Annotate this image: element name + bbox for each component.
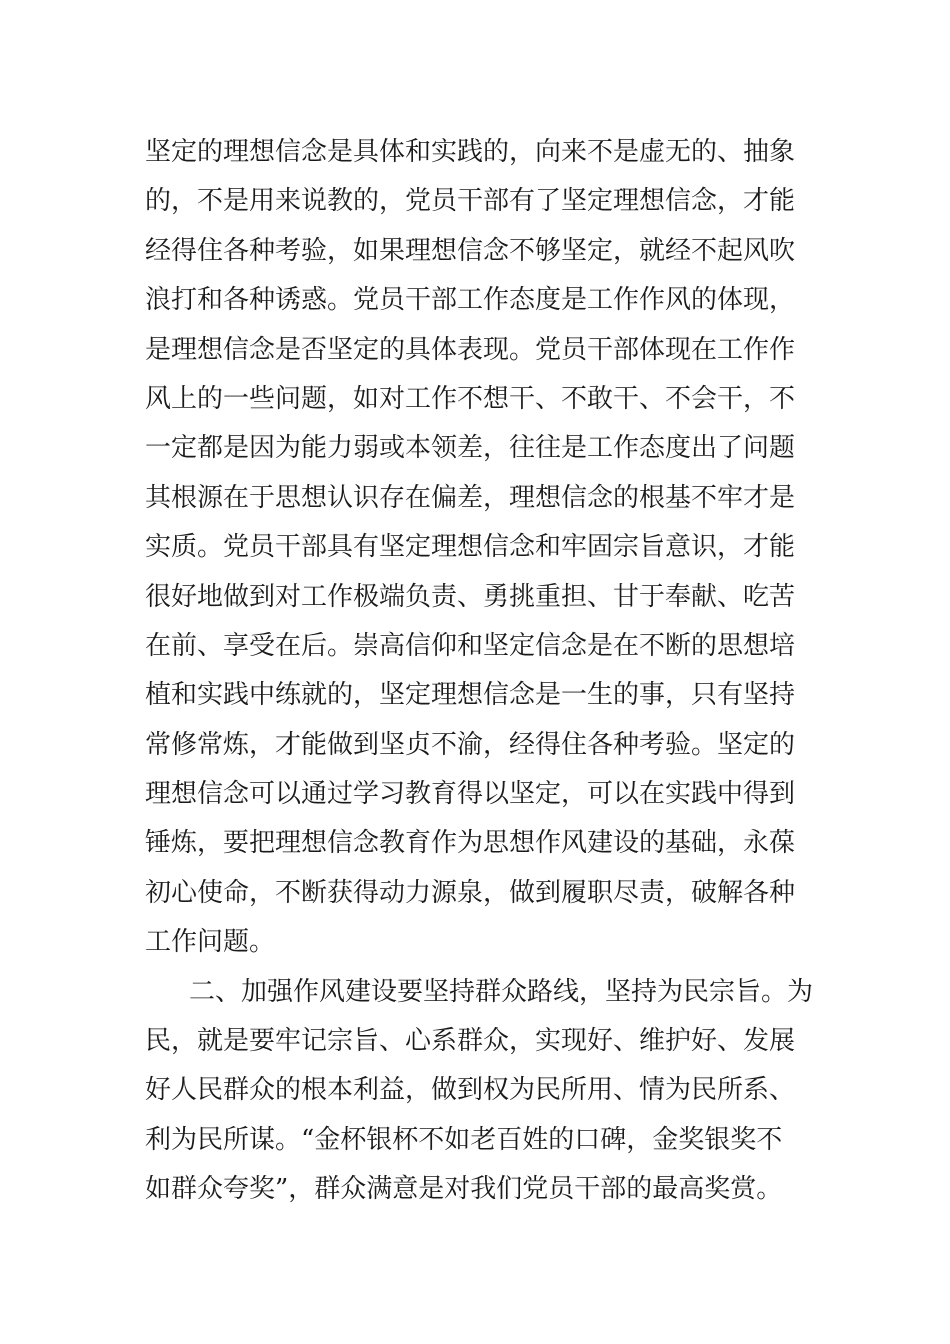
text-line: 民，就是要牢记宗旨、心系群众，实现好、维护好、发展 bbox=[145, 1026, 796, 1057]
text-line: 在前、享受在后。崇高信仰和坚定信念是在不断的思想培 bbox=[145, 630, 796, 661]
text-line: 植和实践中练就的，坚定理想信念是一生的事，只有坚持 bbox=[145, 680, 796, 711]
text-line: 常修常炼，才能做到坚贞不渝，经得住各种考验。坚定的 bbox=[145, 729, 796, 760]
text-line: 经得住各种考验，如果理想信念不够坚定，就经不起风吹 bbox=[145, 235, 796, 266]
text-line: 坚定的理想信念是具体和实践的，向来不是虚无的、抽象 bbox=[145, 137, 796, 167]
text-line: 实质。党员干部具有坚定理想信念和牢固宗旨意识，才能 bbox=[145, 532, 796, 563]
text-line: 很好地做到对工作极端负责、勇挑重担、甘于奉献、吃苦 bbox=[145, 581, 796, 612]
text-line: 利为民所谋。“金杯银杯不如老百姓的口碑，金奖银奖不 bbox=[145, 1124, 783, 1155]
text-line: 一定都是因为能力弱或本领差，往往是工作态度出了问题 bbox=[145, 433, 796, 464]
text-line: 如群众夸奖”，群众满意是对我们党员干部的最高奖赏。 bbox=[145, 1174, 783, 1205]
body-text bbox=[145, 128, 845, 1215]
text-line: 初心使命，不断获得动力源泉，做到履职尽责，破解各种 bbox=[145, 877, 796, 908]
text-line: 浪打和各种诱惑。党员干部工作态度是工作作风的体现， bbox=[145, 285, 796, 316]
text-line: 风上的一些问题，如对工作不想干、不敢干、不会干，不 bbox=[145, 383, 796, 414]
text-line: 好人民群众的根本利益，做到权为民所用、情为民所系、 bbox=[145, 1075, 796, 1106]
text-line: 其根源在于思想认识存在偏差，理想信念的根基不牢才是 bbox=[145, 482, 796, 513]
text-line: 是理想信念是否坚定的具体表现。党员干部体现在工作作 bbox=[145, 334, 796, 365]
section-heading-line: 二、加强作风建设要坚持群众路线，坚持为民宗旨。为 bbox=[189, 976, 814, 1007]
text-line: 的，不是用来说教的，党员干部有了坚定理想信念，才能 bbox=[145, 186, 796, 217]
text-line: 理想信念可以通过学习教育得以坚定，可以在实践中得到 bbox=[145, 779, 796, 810]
text-line: 锤炼，要把理想信念教育作为思想作风建设的基础，永葆 bbox=[145, 828, 796, 859]
text-line: 工作问题。 bbox=[145, 927, 276, 958]
